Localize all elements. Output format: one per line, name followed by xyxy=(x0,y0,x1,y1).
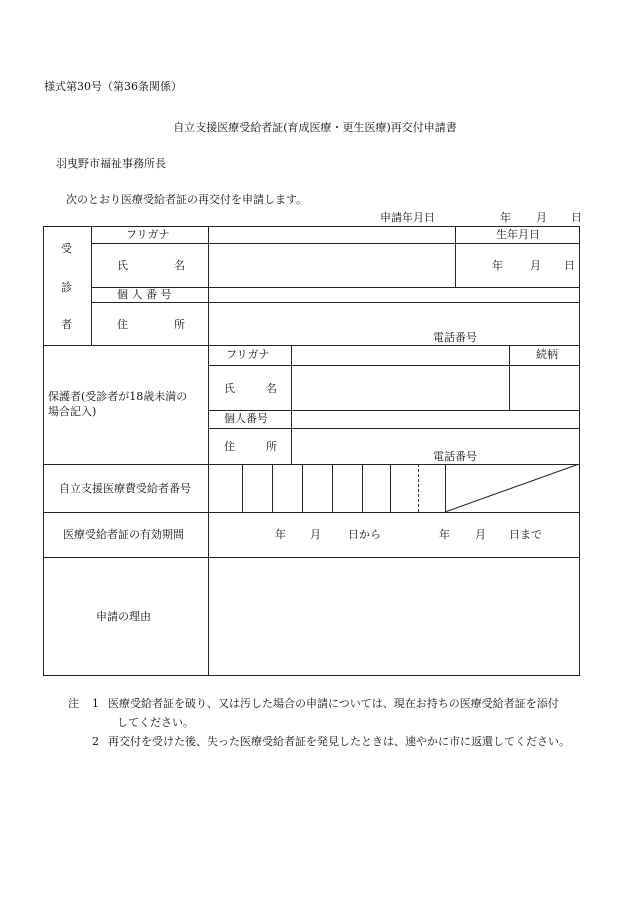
patient-name-char1: 氏 xyxy=(117,259,128,272)
application-year-unit: 年 xyxy=(500,211,511,224)
guardian-address-char1: 住 xyxy=(224,440,235,453)
guardian-furigana-label: フリガナ xyxy=(226,348,270,361)
birthdate-field[interactable] xyxy=(456,244,579,287)
patient-furigana-label: フリガナ xyxy=(126,228,170,241)
guardian-label-line1: 保護者(受診者が18歳未満の xyxy=(48,390,188,403)
guardian-label-line2: 場合記入) xyxy=(48,405,97,418)
guardian-name-char2: 名 xyxy=(266,382,277,395)
diagonal-slash xyxy=(445,464,580,513)
note-1-line2: してください。 xyxy=(117,716,194,729)
intro-text: 次のとおり医療受給者証の再交付を申請します。 xyxy=(66,193,308,206)
note-2-text: 再交付を受けた後、失った医療受給者証を発見したときは、速やかに市に返還してください。 xyxy=(108,735,570,748)
birth-year-unit: 年 xyxy=(492,259,503,272)
table-bottom-border xyxy=(43,675,580,676)
validity-to-year: 年 xyxy=(439,528,450,541)
birthdate-label: 生年月日 xyxy=(496,228,540,241)
validity-from-year: 年 xyxy=(275,528,286,541)
note-2-number: 2 xyxy=(92,735,99,748)
notes-heading: 注 xyxy=(68,697,79,710)
form-number: 様式第30号（第36条関係） xyxy=(44,80,182,93)
validity-label: 医療受給者証の有効期間 xyxy=(63,528,184,541)
reason-textarea[interactable] xyxy=(209,558,579,675)
validity-to-suffix: 日まで xyxy=(509,528,542,541)
patient-char-3: 者 xyxy=(61,318,72,331)
guardian-phone-label: 電話番号 xyxy=(433,450,477,463)
guardian-name-field[interactable] xyxy=(292,366,509,410)
guardian-personal-number-label: 個人番号 xyxy=(224,412,268,425)
patient-personal-number-label: 個 人 番 号 xyxy=(117,288,172,301)
guardian-personal-number-field[interactable] xyxy=(292,411,579,428)
reason-label: 申請の理由 xyxy=(96,610,151,623)
patient-address-char1: 住 xyxy=(117,318,128,331)
application-day-unit: 日 xyxy=(571,211,582,224)
guardian-name-char1: 氏 xyxy=(224,382,235,395)
table-right-border xyxy=(579,226,580,676)
addressee: 羽曳野市福祉事務所長 xyxy=(56,157,166,170)
validity-to-month: 月 xyxy=(475,528,486,541)
patient-name-field[interactable] xyxy=(209,244,455,287)
application-month-unit: 月 xyxy=(536,211,547,224)
validity-from-suffix: 日から xyxy=(348,528,381,541)
birth-day-unit: 日 xyxy=(564,259,575,272)
patient-address-field[interactable] xyxy=(209,303,579,345)
patient-address-char2: 所 xyxy=(174,318,185,331)
form-title: 自立支援医療受給者証(育成医療・更生医療)再交付申請書 xyxy=(173,121,457,134)
relationship-field[interactable] xyxy=(510,366,579,410)
birth-month-unit: 月 xyxy=(530,259,541,272)
patient-char-1: 受 xyxy=(61,242,72,255)
recipient-number-label: 自立支援医療費受給者番号 xyxy=(59,482,191,495)
patient-personal-number-field[interactable] xyxy=(209,288,579,302)
guardian-furigana-field[interactable] xyxy=(292,346,509,365)
relationship-label: 続柄 xyxy=(536,348,558,361)
patient-name-char2: 名 xyxy=(174,259,185,272)
patient-furigana-field[interactable] xyxy=(209,227,455,243)
note-1-line1: 医療受給者証を破り、又は汚した場合の申請については、現在お持ちの医療受給者証を添付 xyxy=(108,697,559,710)
note-1-number: 1 xyxy=(92,697,99,710)
validity-field[interactable] xyxy=(209,513,579,557)
guardian-address-char2: 所 xyxy=(266,440,277,453)
validity-from-month: 月 xyxy=(310,528,321,541)
table-left-border xyxy=(43,226,44,676)
application-date-label: 申請年月日 xyxy=(380,211,435,224)
recipient-number-field[interactable] xyxy=(209,465,445,512)
patient-phone-label: 電話番号 xyxy=(433,331,477,344)
patient-char-2: 診 xyxy=(61,281,72,294)
